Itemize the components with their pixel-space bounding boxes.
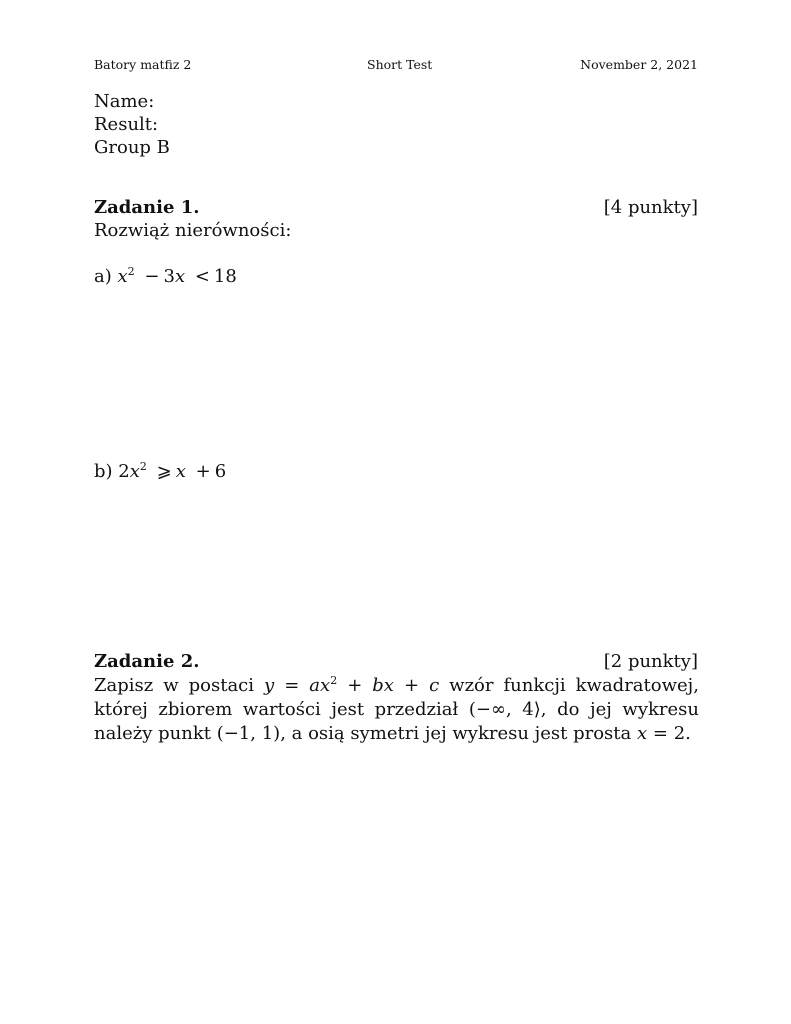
inequality-a-exponent: 2 [127, 265, 135, 278]
task2-text-7: . [685, 723, 691, 744]
task2-text-3: wartości jest przedział [242, 699, 459, 720]
task2-text-5: , a osią [280, 723, 345, 744]
task2-title: Zadanie 2. [94, 651, 200, 672]
value-interval: (−∞, 4⟩ [468, 699, 541, 720]
inequality-b-rhs-var: x [175, 461, 186, 482]
header-test-type: Short Test [367, 57, 433, 72]
inequality-b-label: b) [94, 461, 113, 482]
axis-var: x [637, 723, 648, 744]
inequality-b-coef: 2 [118, 461, 130, 482]
inequality-b-relation: ⩾ [156, 461, 172, 482]
result-label: Result: [94, 114, 159, 135]
inequality-a-label: a) [94, 266, 112, 287]
header-course: Batory matfiz 2 [94, 57, 192, 72]
task2-body [94, 674, 699, 746]
formula-plus-1: + [347, 675, 363, 696]
task1-inequality-a [94, 266, 237, 288]
formula-bx: bx [372, 675, 394, 696]
formula-plus-2: + [403, 675, 420, 696]
inequality-b-exponent: 2 [139, 460, 147, 473]
task1-inequality-b [94, 461, 226, 483]
formula-ax: ax [309, 675, 331, 696]
task2-text-1: Zapisz w postaci [94, 675, 255, 696]
name-label: Name: [94, 91, 155, 112]
page-header [94, 57, 698, 75]
task2-text-4: , do jej wykresu należy punkt [94, 699, 699, 744]
inequality-b-plus: + [195, 461, 211, 482]
formula-equals: = [284, 675, 300, 696]
inequality-b-var: x [129, 461, 140, 482]
inequality-a-relation: < [194, 266, 210, 287]
task2-points: [2 punkty] [603, 651, 698, 672]
task1-title: Zadanie 1. [94, 197, 200, 218]
inequality-a-var2: x [174, 266, 186, 287]
axis-equation: = 2 [652, 723, 686, 744]
given-point: (−1, 1) [216, 723, 281, 744]
task1-points: [4 punkty] [603, 197, 698, 218]
header-date: November 2, 2021 [580, 57, 698, 72]
task2-text-6: symetri jej wykresu jest prosta [350, 723, 632, 744]
formula-y: y [264, 675, 275, 696]
task2-text-2: wzór funkcji kwadratowej, której zbiorem [94, 675, 699, 720]
inequality-a-minus: − [144, 266, 160, 287]
inequality-a-var: x [117, 266, 128, 287]
formula-exponent: 2 [330, 674, 338, 687]
task1-instruction: Rozwiąż nierówności: [94, 220, 292, 241]
group-label: Group B [94, 137, 170, 158]
inequality-a-coef: 3 [163, 266, 175, 287]
inequality-a-rhs: 18 [213, 266, 237, 287]
inequality-b-rhs-const: 6 [214, 461, 227, 482]
formula-c: c [429, 675, 440, 696]
